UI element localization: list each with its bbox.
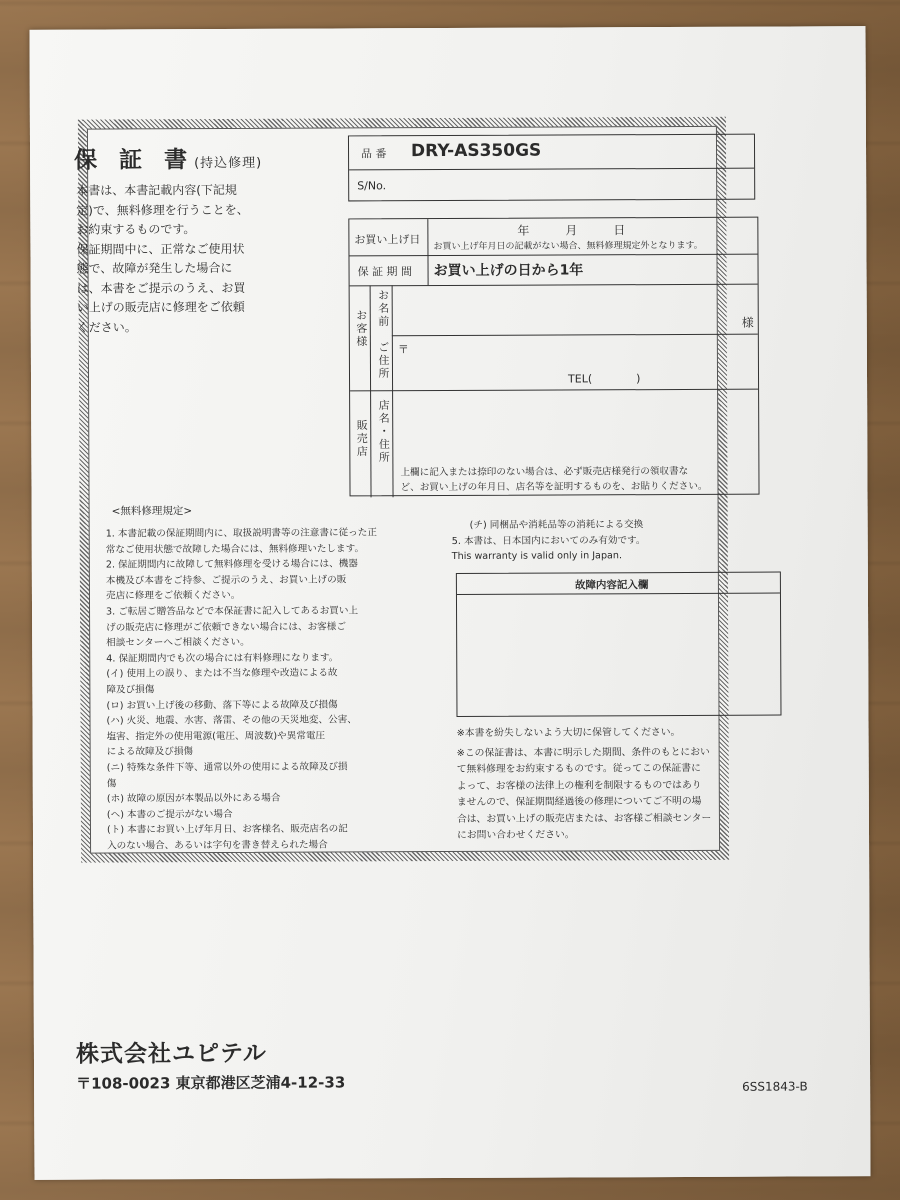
warranty-title: 保 証 書(持込修理) <box>74 147 263 174</box>
rule-line: (ホ) 故障の原因が本製品以外にある場合 <box>106 792 281 805</box>
note-line: よって、お客様の法律上の権利を制限するものではあり <box>456 779 702 792</box>
rule-line: による故障及び損傷 <box>106 746 194 758</box>
intro-line: は、本書をご提示のうえ、お買 <box>76 280 246 296</box>
model-label: 品 番 <box>361 147 387 161</box>
intro-line: い上げの販売店に修理をご依頼 <box>76 299 245 315</box>
customer-label: お客様 <box>354 309 368 349</box>
rule-line: 2. 保証期間内に故障して無料修理を受ける場合には、機器 <box>105 558 358 571</box>
telephone-field[interactable]: TEL( ) <box>567 372 641 386</box>
rules-heading: <無料修理規定> <box>111 505 193 518</box>
intro-text <box>76 181 315 338</box>
fault-description-box[interactable] <box>456 572 782 717</box>
intro-line: ください。 <box>76 319 137 335</box>
rule-line: (ト) 本書にお買い上げ年月日、お客様名、販売店名の記 <box>106 823 348 836</box>
rule-line: 入のない場合、あるいは字句を書き替えられた場合 <box>107 839 328 852</box>
rule-line: 相談センターへご相談ください。 <box>106 637 250 649</box>
shop-note-line: 上欄に記入または捺印のない場合は、必ず販売店様発行の領収書な <box>400 465 689 479</box>
purchase-date-field[interactable]: 年 月 日 <box>517 223 626 238</box>
fault-box-title: 故障内容記入欄 <box>574 579 649 592</box>
note-line: ませんので、保証期間経過後の修理についてご不明の場 <box>456 796 702 809</box>
intro-line: 態で、故障が発生した場合に <box>76 260 233 276</box>
rule-line: (イ) 使用上の誤り、または不当な修理や改造による故 <box>106 667 338 680</box>
rule-line: 塩害、指定外の使用電源(電圧、周波数)や異常電圧 <box>106 730 326 743</box>
name-label: お名前 <box>376 289 390 329</box>
shop-name-address-label: 店名・住所 <box>377 399 391 465</box>
note-line: ※本書を紛失しないよう大切に保管してください。 <box>456 726 681 739</box>
rule-line: 傷 <box>106 778 117 790</box>
model-number: DRY-AS350GS <box>410 140 542 162</box>
note-line: 合は、お買い上げの販売店または、お客様ご相談センター <box>456 812 712 825</box>
document-code: 6SS1843-B <box>742 1079 808 1094</box>
warranty-title-sub: (持込修理) <box>194 155 263 172</box>
name-field[interactable]: 様 <box>741 315 754 330</box>
company-address: 〒108-0023 東京都港区芝浦4-12-33 <box>76 1073 346 1093</box>
rule-line: (ハ) 火災、地震、水害、落雷、その他の天災地変、公害、 <box>106 714 357 727</box>
warranty-period-label: 保 証 期 間 <box>357 265 413 279</box>
intro-line: 保証期間中に、正常なご使用状 <box>76 241 245 257</box>
rule-line: 1. 本書記載の保証期間内に、取扱説明書等の注意書に従った正 <box>105 527 377 540</box>
rule-line: (チ) 同梱品や消耗品等の消耗による交換 <box>469 519 644 531</box>
rule-line: (ロ) お買い上げ後の移動、落下等による故障及び損傷 <box>106 699 338 712</box>
rule-line: 障及び損傷 <box>106 684 155 696</box>
rule-line: 売店に修理をご依頼ください。 <box>105 590 241 602</box>
intro-line: 本書は、本書記載内容(下記規 <box>76 182 237 198</box>
shop-note-line: ど、お買い上げの年月日、店名等を証明するものを、お貼りください。 <box>400 480 708 494</box>
rule-line: 常なご使用状態で故障した場合には、無料修理いたします。 <box>105 542 365 556</box>
company-name: 株式会社ユピテル <box>75 1040 267 1068</box>
warranty-page <box>29 26 870 1180</box>
rule-line: 4. 保証期間内でも次の場合には有料修理になります。 <box>106 652 339 665</box>
rule-line: (ニ) 特殊な条件下等、通常以外の使用による故障及び損 <box>106 761 348 774</box>
postal-mark: 〒 <box>397 343 409 357</box>
rule-line: This warranty is valid only in Japan. <box>451 550 623 563</box>
rule-line: 5. 本書は、日本国内においてのみ有効です。 <box>451 534 646 547</box>
note-line: て無料修理をお約束するものです。従ってこの保証書に <box>456 763 701 776</box>
rule-line: (ヘ) 本書のご提示がない場合 <box>106 808 233 821</box>
rule-line: 3. ご転居ご贈答品などで本保証書に記入してあるお買い上 <box>106 605 359 618</box>
warranty-info-table <box>348 217 759 497</box>
purchase-date-label: お買い上げ日 <box>354 233 421 247</box>
warranty-period-value: お買い上げの日から1年 <box>433 262 584 280</box>
intro-line: 定)で、無料修理を行うことを、 <box>76 202 249 218</box>
rule-line: 本機及び本書をご持参、ご提示のうえ、お買い上げの販 <box>105 574 347 587</box>
serial-label: S/No. <box>357 179 387 193</box>
note-line: ※この保証書は、本書に明示した期間、条件のもとにおい <box>456 746 710 759</box>
note-line: にお問い合わせください。 <box>456 829 575 841</box>
model-serial-table <box>348 134 755 202</box>
address-label: ご住所 <box>376 341 391 381</box>
shop-label: 販売店 <box>355 419 369 459</box>
purchase-date-note: お買い上げ年月日の記載がない場合、無料修理規定外となります。 <box>433 240 703 253</box>
intro-line: お約束するものです。 <box>76 222 196 237</box>
rule-line: げの販売店に修理がご依頼できない場合には、お客様ご <box>106 621 346 634</box>
